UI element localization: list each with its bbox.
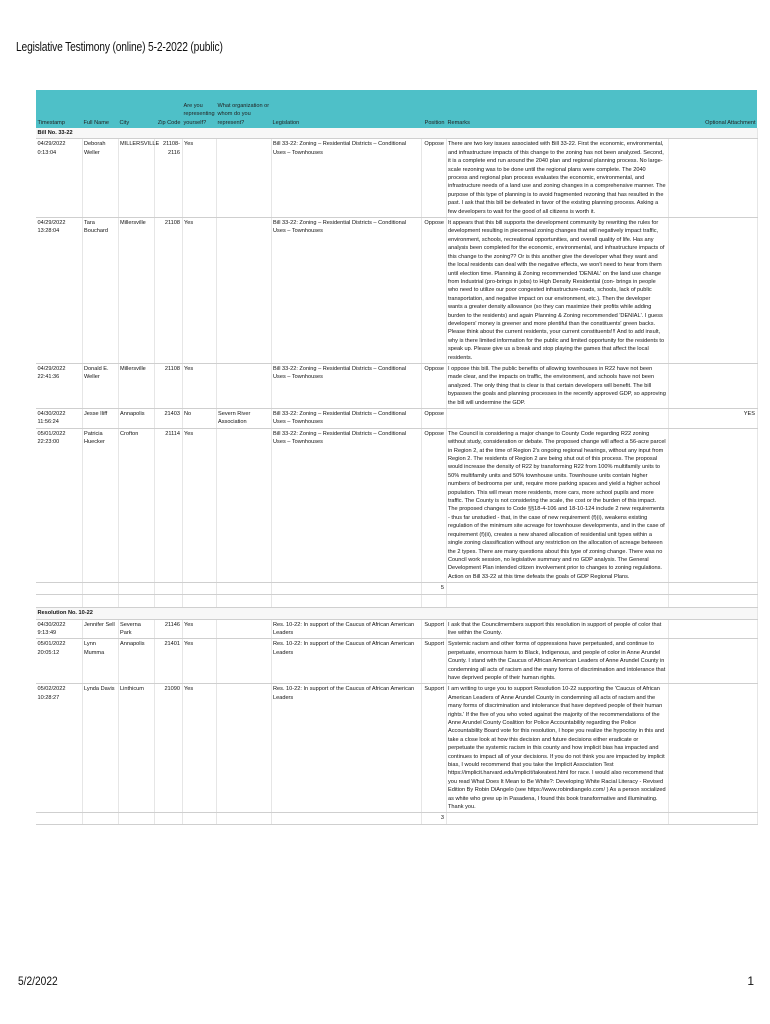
table-cell: Res. 10-22: In support of the Caucus of African American Leaders <box>271 619 421 639</box>
table-cell: I ask that the Councilmembers support this resolution in support of people of color that live within the County. <box>446 619 668 639</box>
table-cell: MILLERSVILLE <box>118 139 154 218</box>
table-cell: 05/02/2022 10:28:27 <box>36 684 82 813</box>
spacer-row <box>36 595 757 608</box>
table-cell: Crofton <box>118 428 154 582</box>
table-cell: There are two key issues associated with Bill 33-22. First the economic, environmental, and infrastructure impacts of this change to the zoning has not been analyzed. Second, it is a complete end run around the 2040 plan and regional planning process. No large-scale rezoning was to be done until the regional plans were complete. The 2040 process and regional plan process evaluates the economic, environmental, and infrastructure needs of a land use and zoning changes in a comprehensive manner. The purpose of this type of planning is to avoid fragmented rezoning that has resulted in the past. I ask that this bill be defeated in favor of the existing planning process. Asking a few developers to wait for the good of all citizens is worth it. <box>446 139 668 218</box>
table-body <box>36 128 757 825</box>
col-header: Optional Attachment <box>668 90 757 128</box>
table-cell <box>182 583 216 595</box>
table-cell <box>82 813 118 825</box>
table-cell <box>36 813 82 825</box>
table-cell: Oppose <box>421 218 446 364</box>
table-cell: Annapolis <box>118 639 154 684</box>
table-cell <box>182 813 216 825</box>
table-cell: YES <box>668 409 757 429</box>
table-cell <box>216 684 271 813</box>
table-cell: Res. 10-22: In support of the Caucus of African American Leaders <box>271 639 421 684</box>
table-cell <box>118 813 154 825</box>
table-cell <box>421 595 446 608</box>
table-cell <box>446 583 668 595</box>
table-row <box>36 409 757 429</box>
group-header-row <box>36 128 757 139</box>
table-cell <box>216 218 271 364</box>
table-cell: Severna Park <box>118 619 154 639</box>
table-cell: Yes <box>182 139 216 218</box>
table-cell <box>82 583 118 595</box>
table-cell: 21146 <box>154 619 182 639</box>
table-cell: Deborah Weller <box>82 139 118 218</box>
table-cell: Support <box>421 639 446 684</box>
col-header: City <box>118 90 154 128</box>
table-cell: 04/29/2022 22:41:36 <box>36 363 82 408</box>
table-cell: 04/29/2022 13:28:04 <box>36 218 82 364</box>
table-cell <box>216 619 271 639</box>
table-cell <box>216 813 271 825</box>
table-cell: 21108-2116 <box>154 139 182 218</box>
table-cell: Yes <box>182 639 216 684</box>
table-cell: 21090 <box>154 684 182 813</box>
table-cell <box>82 595 118 608</box>
table-cell: 04/29/2022 0:13:04 <box>36 139 82 218</box>
group-total-row <box>36 583 757 595</box>
table-cell: Jennifer Sell <box>82 619 118 639</box>
table-cell: Millersville <box>118 218 154 364</box>
table-row <box>36 363 757 408</box>
table-cell: 05/01/2022 22:23:00 <box>36 428 82 582</box>
table-cell <box>668 363 757 408</box>
table-row <box>36 639 757 684</box>
table-cell: Oppose <box>421 428 446 582</box>
table-cell: 21108 <box>154 363 182 408</box>
table-cell: Systemic racism and other forms of oppressions have perpetuated, and continue to perpetuate, enormous harm to Black, Indigenous, and people of color in Anne Arundel County. I stand with the Caucus of African American Leaders of Anne Arundel County in condemning all acts of racism and the many forms of discrimination and intolerance that have deprived people of their human rights. <box>446 639 668 684</box>
table-cell <box>216 639 271 684</box>
testimony-table-container <box>36 90 757 825</box>
table-cell: Annapolis <box>118 409 154 429</box>
table-cell <box>216 363 271 408</box>
group-header-row <box>36 608 757 619</box>
table-cell: 04/30/2022 9:13:49 <box>36 619 82 639</box>
table-cell: 05/01/2022 20:05:12 <box>36 639 82 684</box>
col-header: What organization or whom do you represent? <box>216 90 271 128</box>
table-cell: Yes <box>182 684 216 813</box>
table-cell <box>668 595 757 608</box>
table-cell <box>668 428 757 582</box>
table-cell <box>271 813 421 825</box>
table-row <box>36 139 757 218</box>
table-cell: Tara Bouchard <box>82 218 118 364</box>
col-header: Zip Code <box>154 90 182 128</box>
table-cell: Res. 10-22: In support of the Caucus of African American Leaders <box>271 684 421 813</box>
table-cell: Oppose <box>421 409 446 429</box>
table-cell <box>36 583 82 595</box>
table-row <box>36 619 757 639</box>
table-cell: 21114 <box>154 428 182 582</box>
table-cell <box>668 639 757 684</box>
table-cell: The Council is considering a major change to County Code regarding R22 zoning without study, consideration or debate. The proposed change will affect a 56-acre parcel in Region 2, at the time of Region 2's ongoing regional hearings, without any input from Region 2. The residents of Region 2 are being shut out of this process. The proposal would increase the density of R22 by transforming R22 from 100% multifamily units to 50% multifamily units and 50% townhouse units. Townhouse units contain higher numbers of bedrooms per unit, require more parking spaces and yield a higher school population. This will mean more residents, more cars, more school pupils and more traffic. The County is not considering the scale, the cost or the burden of this impact. The proposed changes to Code §§18-4-106 and 18-10-124 include 2 new requirements - thus far unstudied - that, in the case of new requirement (f)(i), weakens existing regulation of the minimum site acreage for townhouse developments, and in the case of requirement (f)(ii), creates a new shared allocation of residential unit types within a single zoning classification without any restriction on the allocation of acreage between the 2 types. There are many questions about this type of zoning change. There was no Council work session, no legislative summary and no GDP analysis. The General Development Plan intended citizen involvement prior to changes to zoning regulations. Action on Bill 33-22 at this time defeats the goals of GDP Regional Plans. <box>446 428 668 582</box>
table-cell <box>668 619 757 639</box>
table-cell <box>271 595 421 608</box>
table-row <box>36 684 757 813</box>
table-cell: Support <box>421 619 446 639</box>
table-cell: 21403 <box>154 409 182 429</box>
table-cell <box>118 583 154 595</box>
col-header: Legislation <box>271 90 421 128</box>
table-cell <box>216 583 271 595</box>
table-cell: Oppose <box>421 363 446 408</box>
table-cell: 04/30/2022 11:56:24 <box>36 409 82 429</box>
table-cell <box>216 595 271 608</box>
table-cell: Oppose <box>421 139 446 218</box>
col-header: Are you representing yourself? <box>182 90 216 128</box>
table-cell <box>668 218 757 364</box>
table-cell <box>118 595 154 608</box>
table-cell: 21401 <box>154 639 182 684</box>
table-cell <box>216 139 271 218</box>
group-total-row <box>36 813 757 825</box>
table-cell <box>154 595 182 608</box>
table-cell <box>668 684 757 813</box>
table-cell <box>182 595 216 608</box>
col-header: Remarks <box>446 90 668 128</box>
document-title: Legislative Testimony (online) 5-2-2022 (public) <box>16 40 223 54</box>
table-row <box>36 428 757 582</box>
table-row <box>36 218 757 364</box>
table-cell: Support <box>421 684 446 813</box>
group-label: Resolution No. 10-22 <box>36 608 757 619</box>
table-cell <box>668 813 757 825</box>
table-cell <box>36 595 82 608</box>
table-cell: I oppose this bill. The public benefits of allowing townhouses in R22 have not been made clear, and the impacts on traffic, the environment, and schools have not been analyzed. The only thing that is clear is that certain developers will benefit. The bill bypasses the goals and planning processes in the recently approved GDP, so approving the bill will undermine the GDP. <box>446 363 668 408</box>
table-cell: Yes <box>182 363 216 408</box>
table-cell <box>446 409 668 429</box>
col-header: Timestamp <box>36 90 82 128</box>
group-total-count: 3 <box>421 813 446 825</box>
table-cell <box>154 813 182 825</box>
table-cell: Lynn Mumma <box>82 639 118 684</box>
group-label: Bill No. 33-22 <box>36 128 757 139</box>
testimony-table <box>36 90 758 825</box>
table-cell <box>446 595 668 608</box>
table-cell <box>668 583 757 595</box>
table-cell <box>271 583 421 595</box>
table-cell: No <box>182 409 216 429</box>
table-cell <box>154 583 182 595</box>
table-cell: Severn River Association <box>216 409 271 429</box>
table-cell <box>216 428 271 582</box>
table-cell: Bill 33-22: Zoning – Residential Districts – Conditional Uses – Townhouses <box>271 139 421 218</box>
footer-page-number: 1 <box>747 974 754 988</box>
table-cell: Yes <box>182 619 216 639</box>
table-cell: Bill 33-22: Zoning – Residential Districts – Conditional Uses – Townhouses <box>271 363 421 408</box>
group-total-count: 5 <box>421 583 446 595</box>
col-header: Full Name <box>82 90 118 128</box>
table-cell: Linthicum <box>118 684 154 813</box>
footer-date: 5/2/2022 <box>18 974 58 988</box>
table-cell: 21108 <box>154 218 182 364</box>
table-cell: Bill 33-22: Zoning – Residential Districts – Conditional Uses – Townhouses <box>271 428 421 582</box>
table-cell <box>446 813 668 825</box>
table-cell: I am writing to urge you to support Resolution 10-22 supporting the 'Caucus of African American Leaders of Anne Arundel County in condemning all acts of racism and the many forms of discrimination and intolerance that have deprived people of their human rights.' If the five of you who voted against the majority of the recommendations of the Anne Arundel County Coalition for Police Accountability regarding the Police Accountability Board vote for this resolution, I hope you realize the hypocrisy in this and take a close look at how this decision and future decisions either eradicate or perpetuate the systemic racism in this county and how implicit bias has impacted and continues to impact all of your decisions. If you do not think you are impacted by implicit bias, I would recommend that you take the Implicit Association Test https://implicit.harvard.edu/implicit/takeatest.html for race. I would also recommend that you read What Does It Mean to Be White?: Developing White Racial Literacy - Revised Edition By Robin DiAngelo (see https://www.robindiangelo.com/ ) As a person socialized as white who grew up in Pasadena, I found this book transformative and illuminating. Thank you. <box>446 684 668 813</box>
table-cell: Yes <box>182 428 216 582</box>
table-cell: Bill 33-22: Zoning – Residential Districts – Conditional Uses – Townhouses <box>271 218 421 364</box>
table-cell: Bill 33-22: Zoning – Residential Districts – Conditional Uses – Townhouses <box>271 409 421 429</box>
table-cell: Donald E. Weller <box>82 363 118 408</box>
table-cell: Millersville <box>118 363 154 408</box>
table-cell: It appears that this bill supports the development community by rewriting the rules for development resulting in piecemeal zoning changes that will negatively impact traffic, environment, schools, recreational opportunities, and overall quality of life. Has any analysis been completed for the economic, environmental, and infrastructure impacts of this change to the zoning?? Or is this another give the developer what they want and the local residents can deal with the negative effects, we won't need to hear from them until election time. Planning & Zoning recommended 'DENIAL' on the land use change from Industrial (pro-brings in jobs) to High Density Residential (con- brings in people who need to utilize our poor congested infrastructure-roads, schools, lack of public transportation, and negative impact on our environment, etc.). Then the developer wants a greater density allowance (so they can maximize their profits while adding burden to the residents) and again Planning & Zoning recommended 'DENIAL'. I guess developers' money is greener and more plentiful than the constituents' green backs. Please think about the current residents, your current constituents!!! And to add insult, why is there limited information for the public and limited opportunity for the residents to speak up. Please give us a break and stop playing the games that affect the local residents. <box>446 218 668 364</box>
header-row <box>36 90 757 128</box>
table-cell <box>668 139 757 218</box>
table-cell: Yes <box>182 218 216 364</box>
col-header: Position <box>421 90 446 128</box>
table-cell: Jesse Iliff <box>82 409 118 429</box>
table-cell: Lynda Davis <box>82 684 118 813</box>
table-cell: Patricia Huecker <box>82 428 118 582</box>
